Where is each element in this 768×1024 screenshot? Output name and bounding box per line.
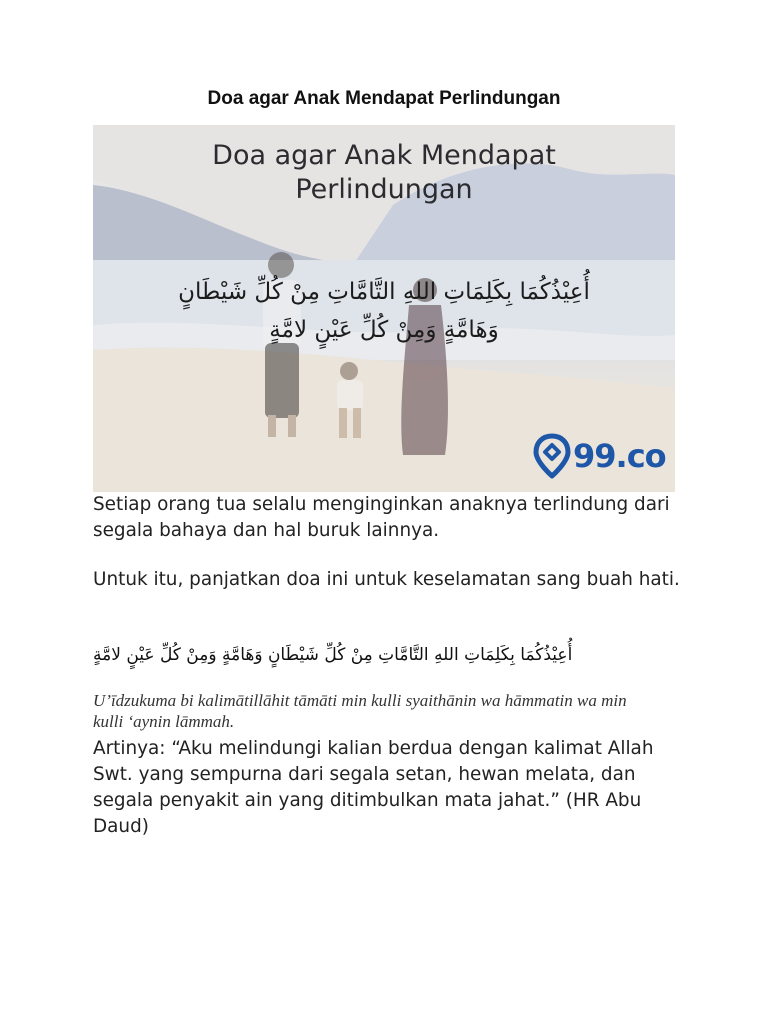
meaning-paragraph: Artinya: “Aku melindungi kalian berdua dengan kalimat Allah Swt. yang sempurna dari segala setan, hewan melata, dan segala penyakit ain yang ditimbulkan mata jahat.” (HR Abu Daud)	[93, 738, 654, 837]
page-title: Doa agar Anak Mendapat Perlindungan	[207, 88, 561, 109]
transliteration: U’īdzukuma bi kalimātillāhit tāmāti min kulli syaithānin wa hāmmatin wa min kulli ‘aynin lāmmah.	[93, 691, 627, 731]
hero-arabic-line: وَهَامَّةٍ وَمِنْ كُلِّ عَيْنٍ لامَّةٍ	[269, 317, 499, 343]
hero-arabic-line: أُعِيْذُكُمَا بِكَلِمَاتِ اللهِ التَّامَّاتِ مِنْ كُلِّ شَيْطَانٍ	[178, 279, 590, 305]
arabic-prayer: أُعِيْذُكُمَا بِكَلِمَاتِ اللهِ التَّامَّاتِ مِنْ كُلِّ شَيْطَانٍ وَهَامَّةٍ وَمِنْ كُلِّ عَيْنٍ لامَّةٍ	[93, 645, 573, 665]
logo-text: 99.co	[573, 437, 666, 475]
hero-image	[93, 125, 675, 492]
hero-title: Doa agar Anak Mendapat Perlindungan	[212, 140, 556, 205]
map-pin-logo-icon	[533, 433, 571, 479]
prayer-intro-paragraph: Untuk itu, panjatkan doa ini untuk keselamatan sang buah hati.	[93, 569, 680, 590]
brand-logo	[533, 433, 666, 479]
intro-paragraph: Setiap orang tua selalu menginginkan anaknya terlindung dari segala bahaya dan hal buruk lainnya.	[93, 494, 670, 541]
hero-arabic-text	[123, 273, 645, 349]
